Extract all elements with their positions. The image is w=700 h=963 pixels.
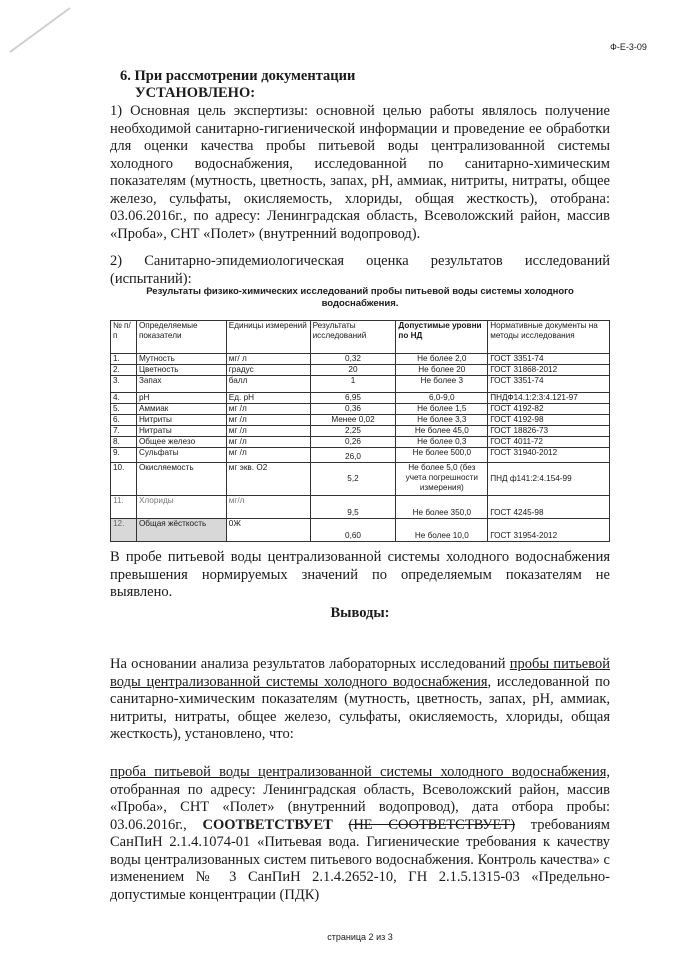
cell-num: 11.: [111, 496, 137, 519]
cell-result: 0,60: [310, 519, 396, 542]
cell-indicator: Сульфаты: [136, 448, 226, 463]
header-docs: Нормативные документы на методы исследования: [488, 321, 610, 354]
cell-indicator: Окисляемость: [136, 463, 226, 496]
cell-indicator: Общая жёсткость: [136, 519, 226, 542]
table-row: [111, 519, 610, 542]
cell-doc: ПНД ф141:2:4.154-99: [488, 463, 610, 496]
analysis-text-start: На основании анализа результатов лабораторных исследований: [110, 656, 510, 672]
cell-indicator: Аммиак: [136, 404, 226, 415]
cell-result: 20: [310, 365, 396, 376]
no-excess-paragraph: В пробе питьевой воды централизованной системы холодного водоснабжения превышения нормируемых значений по определяемым показателям не выявлено.: [110, 549, 610, 600]
analysis-text-underlined: пробы питьевой воды централизованной системы холодного водоснабжения: [110, 656, 610, 690]
cell-units: мг /л: [226, 426, 310, 437]
sample-text-underlined: проба питьевой воды централизованной системы холодного водоснабжения,: [110, 764, 610, 780]
cell-doc: ГОСТ 4245-98: [488, 496, 610, 519]
cell-allowed: Не более 5,0 (без учета погрешности измерения): [396, 463, 488, 496]
cell-allowed: Не более 350,0: [396, 496, 488, 519]
cell-num: 3.: [111, 376, 137, 393]
cell-result: 0,26: [310, 437, 396, 448]
cell-result: 26,0: [310, 448, 396, 463]
cell-num: 8.: [111, 437, 137, 448]
cell-allowed: Не более 1,5: [396, 404, 488, 415]
cell-num: 2.: [111, 365, 137, 376]
not-complies-text: (НЕ СООТВЕТСТВУЕТ): [348, 816, 516, 833]
cell-indicator: Общее железо: [136, 437, 226, 448]
table-row: [111, 415, 610, 426]
sample-text: отобранная по адресу: Ленинградская область, Всеволожский район, массив «Проба», СНТ «Полет» (внутренний водопровод), дата отбора пробы: 03.06.2016г.,: [110, 781, 610, 833]
table-header-row: [111, 321, 610, 354]
header-results: Результаты исследований: [310, 321, 396, 354]
table-row: [111, 437, 610, 448]
cell-indicator: Нитриты: [136, 415, 226, 426]
cell-result: 0,32: [310, 354, 396, 365]
cell-units: балл: [226, 376, 310, 393]
established-heading: УСТАНОВЛЕНО:: [135, 85, 256, 101]
cell-num: 5.: [111, 404, 137, 415]
cell-doc: ГОСТ 4011-72: [488, 437, 610, 448]
table-row: [111, 426, 610, 437]
cell-indicator: Хлориды: [136, 496, 226, 519]
header-indicator: Определяемые показатели: [136, 321, 226, 354]
corner-scan-mark: [0, 0, 80, 60]
cell-allowed: 6,0-9,0: [396, 393, 488, 404]
cell-result: 1: [310, 376, 396, 393]
cell-result: 2,25: [310, 426, 396, 437]
cell-indicator: Запах: [136, 376, 226, 393]
cell-result: 6,95: [310, 393, 396, 404]
cell-units: мг /л: [226, 415, 310, 426]
cell-result: 9,5: [310, 496, 396, 519]
table-row: [111, 376, 610, 393]
table-row: [111, 463, 610, 496]
complies-text: СООТВЕТСТВУЕТ: [202, 816, 333, 833]
cell-units: мг /л: [226, 404, 310, 415]
cell-doc: ГОСТ 4192-82: [488, 404, 610, 415]
table-row: [111, 365, 610, 376]
form-code: Ф-Е-3-09: [610, 42, 647, 52]
header-allowed: Допустимые уровни по НД: [396, 321, 488, 354]
table-row: [111, 496, 610, 519]
cell-num: 4.: [111, 393, 137, 404]
cell-units: мг/ л: [226, 354, 310, 365]
assessment-paragraph: 2) Санитарно-эпидемиологическая оценка результатов исследований (испытаний):: [110, 253, 610, 287]
cell-indicator: рН: [136, 393, 226, 404]
cell-num: 6.: [111, 415, 137, 426]
conclusions-heading: Выводы:: [330, 605, 390, 621]
cell-units: 0Ж: [226, 519, 310, 542]
cell-num: 9.: [111, 448, 137, 463]
cell-allowed: Не более 3,3: [396, 415, 488, 426]
cell-doc: ГОСТ 31940-2012: [488, 448, 610, 463]
page-number: страница 2 из 3: [327, 932, 393, 942]
cell-allowed: Не более 3: [396, 376, 488, 393]
cell-units: мг /л: [226, 448, 310, 463]
table-title: Результаты физико-химических исследований пробы питьевой воды системы холодного водоснабжения.: [146, 286, 574, 309]
cell-units: Ед. рН: [226, 393, 310, 404]
cell-doc: ПНДФ14.1:2:3:4.121-97: [488, 393, 610, 404]
header-num: № п/п: [111, 321, 137, 354]
analysis-text-end: , исследованной по санитарно-химическим показателям (мутность, цветность, запах, pH, аммиак, нитриты, нитраты, общее железо, сульфаты, окисляемость, хлориды, общая жесткость), установлено, что:: [110, 673, 610, 742]
cell-num: 7.: [111, 426, 137, 437]
cell-units: мг/л: [226, 496, 310, 519]
requirements-text: требованиям СанПиН 2.1.4.1074-01 «Питьевая вода. Гигиенические требования к качеству воды централизованных систем питьевого водоснабжения. Контроль качества» с изменением № 3 СанПиН 2.1.4.2652-10, ГН 2.1.5.1315-03 «Предельно-допустимые концентрации (ПДК): [110, 816, 610, 903]
cell-allowed: Не более 45,0: [396, 426, 488, 437]
cell-num: 12.: [111, 519, 137, 542]
header-units: Единицы измерений: [226, 321, 310, 354]
cell-allowed: Не более 20: [396, 365, 488, 376]
cell-doc: ГОСТ 3351-74: [488, 376, 610, 393]
cell-result: Менее 0,02: [310, 415, 396, 426]
cell-allowed: Не более 500,0: [396, 448, 488, 463]
cell-units: градус: [226, 365, 310, 376]
cell-doc: ГОСТ 31868-2012: [488, 365, 610, 376]
cell-result: 0,36: [310, 404, 396, 415]
cell-indicator: Мутность: [136, 354, 226, 365]
table-row: [111, 448, 610, 463]
table-row: [111, 393, 610, 404]
cell-num: 10.: [111, 463, 137, 496]
cell-units: мг /л: [226, 437, 310, 448]
cell-result: 5,2: [310, 463, 396, 496]
section-heading: 6. При рассмотрении документации: [120, 68, 356, 84]
cell-indicator: Цветность: [136, 365, 226, 376]
cell-allowed: Не более 0,3: [396, 437, 488, 448]
cell-doc: ГОСТ 31954-2012: [488, 519, 610, 542]
table-row: [111, 354, 610, 365]
purpose-paragraph: 1) Основная цель экспертизы: основной целью работы являлось получение необходимой санитарно-гигиенической информации и проведение ее обработки для оценки качества пробы питьевой воды централизованной системы холодного водоснабжения, исследованной по санитарно-химическим показателям (мутность, цветность, запах, pH, аммиак, нитриты, нитраты, общее железо, сульфаты, окисляемость, хлориды, общая жесткость), отобрана: 03.06.2016г., по адресу: Ленинградская область, Всеволожский район, массив «Проба», СНТ «Полет» (внутренний водопровод).: [110, 103, 610, 242]
cell-units: мг экв. О2: [226, 463, 310, 496]
table-row: [111, 404, 610, 415]
cell-doc: ГОСТ 4192-98: [488, 415, 610, 426]
cell-allowed: Не более 2,0: [396, 354, 488, 365]
sample-paragraph: [110, 764, 610, 904]
cell-doc: ГОСТ 18826-73: [488, 426, 610, 437]
cell-doc: ГОСТ 3351-74: [488, 354, 610, 365]
results-table: [110, 320, 610, 542]
cell-num: 1.: [111, 354, 137, 365]
cell-indicator: Нитраты: [136, 426, 226, 437]
analysis-paragraph: [110, 656, 610, 744]
cell-allowed: Не более 10,0: [396, 519, 488, 542]
